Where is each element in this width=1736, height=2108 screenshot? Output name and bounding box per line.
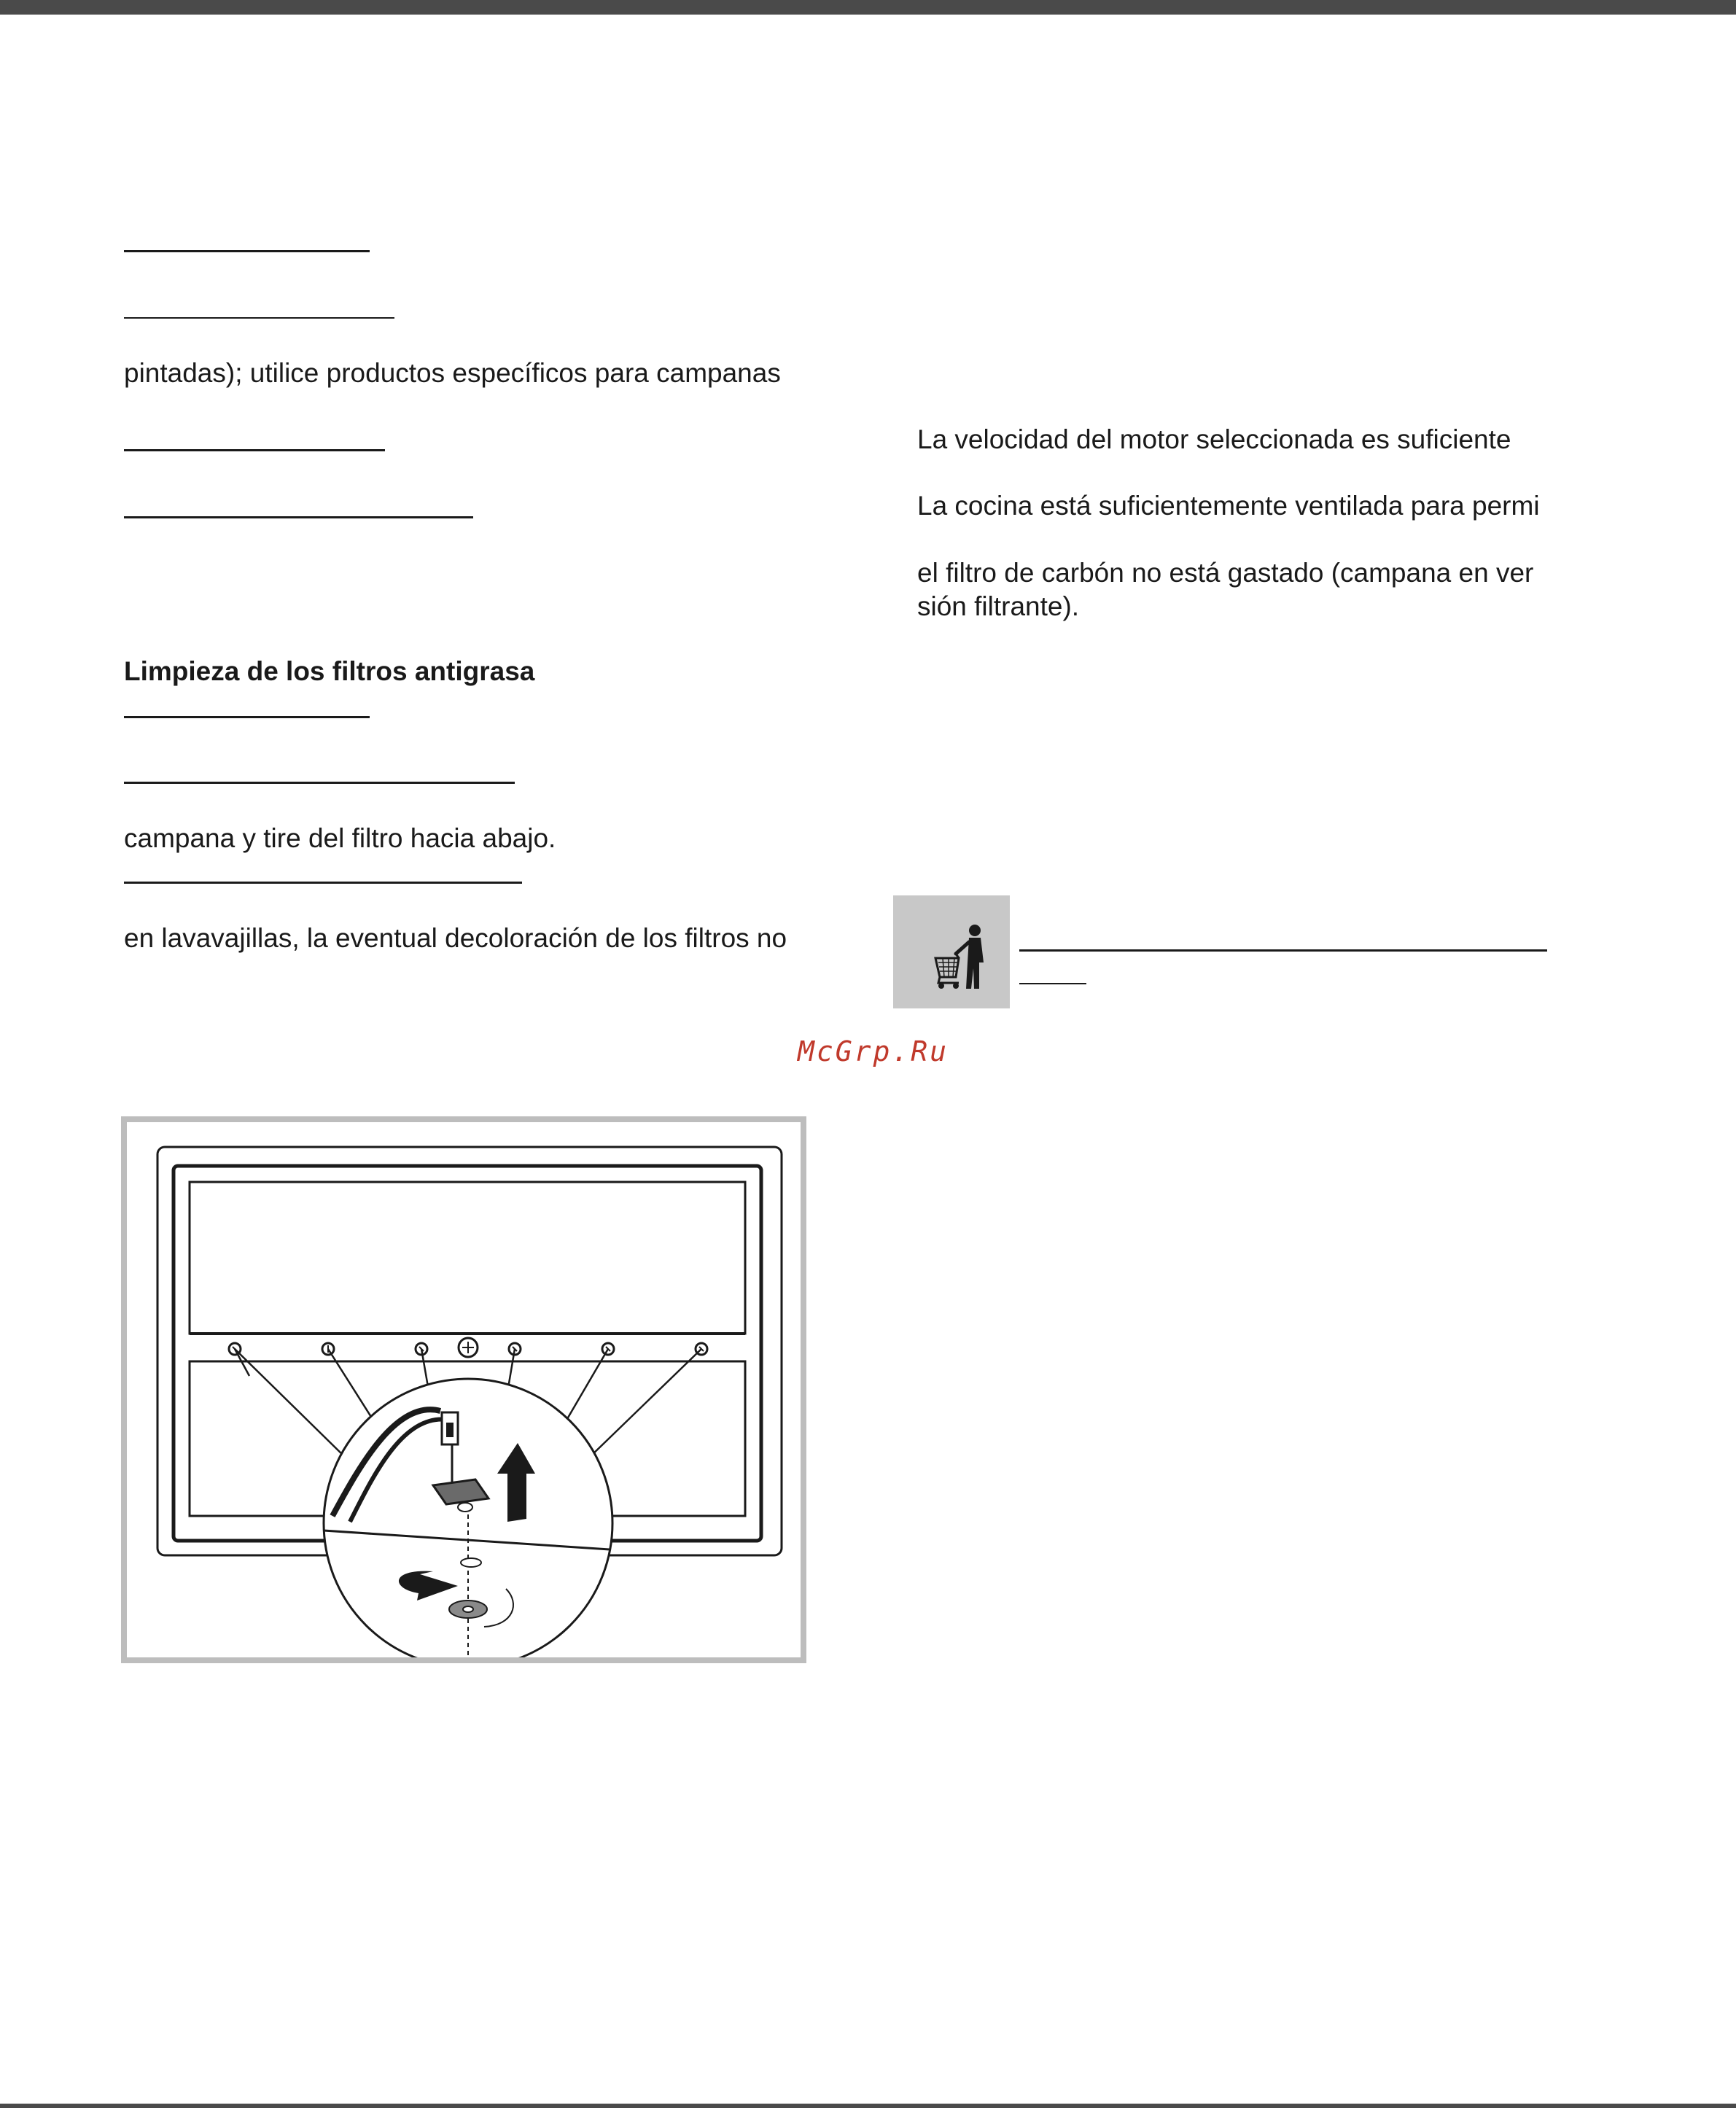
redacted-line: [124, 716, 370, 718]
redacted-line: [124, 250, 370, 252]
redacted-line: [1019, 949, 1547, 952]
bottom-bar: [0, 2104, 1736, 2108]
check-cocina: La cocina está suficientemente ventilada para permi: [917, 491, 1540, 521]
watermark: McGrp.Ru: [798, 1035, 949, 1067]
recycling-icon-box: [893, 895, 1010, 1008]
filter-removal-figure: [121, 1116, 806, 1663]
person-with-shopping-cart-icon: [893, 895, 1010, 1008]
redacted-line: [124, 882, 522, 884]
paragraph-pintadas: pintadas); utilice productos específicos para campanas: [124, 358, 781, 388]
redacted-line: [124, 782, 515, 784]
paragraph-lavavajillas: en lavavajillas, la eventual decoloración de los filtros no: [124, 923, 787, 953]
redacted-line: [124, 449, 385, 451]
check-filtro-line2: sión filtrante).: [917, 591, 1080, 621]
redacted-line: [124, 317, 394, 319]
top-bar: [0, 0, 1736, 15]
section-heading: Limpieza de los filtros antigrasa: [124, 656, 535, 686]
check-filtro-line1: el filtro de carbón no está gastado (campana en ver: [917, 558, 1534, 588]
redacted-line: [1019, 983, 1086, 984]
paragraph-campana: campana y tire del filtro hacia abajo.: [124, 823, 556, 853]
check-motor: La velocidad del motor seleccionada es suficiente: [917, 424, 1511, 454]
filter-removal-diagram: [127, 1122, 801, 1657]
redacted-line: [124, 516, 473, 518]
